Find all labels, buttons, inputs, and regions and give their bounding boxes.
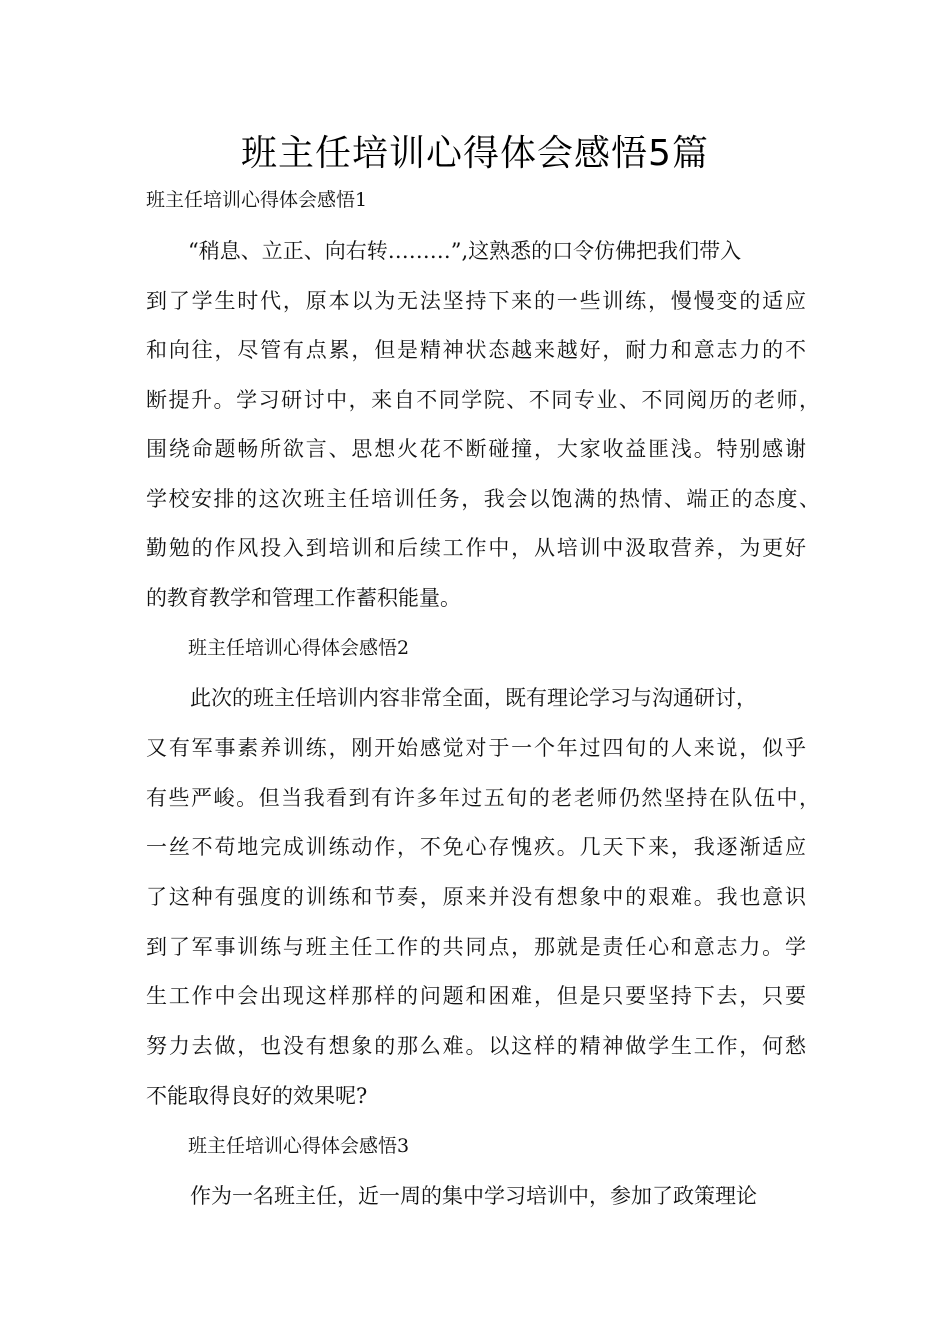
paragraph-line: 的教育教学和管理工作蓄积能量。 — [146, 586, 461, 610]
paragraph-line: 又有军事素养训练，刚开始感觉对于一个年过四旬的人来说，似乎 — [146, 736, 806, 760]
paragraph-line: 有些严峻。但当我看到有许多年过五旬的老老师仍然坚持在队伍中， — [146, 786, 820, 810]
paragraph-line: 努力去做，也没有想象的那么难。以这样的精神做学生工作，何愁 — [146, 1034, 806, 1058]
section-heading: 班主任培训心得体会感悟1 — [146, 189, 368, 211]
document-title: 班主任培训心得体会感悟5篇 — [241, 133, 709, 174]
section-heading: 班主任培训心得体会感悟2 — [188, 637, 410, 659]
paragraph-line: 围绕命题畅所欲言、思想火花不断碰撞，大家收益匪浅。特别感谢 — [146, 437, 806, 461]
paragraph-line: 一丝不苟地完成训练动作，不免心存愧疚。几天下来，我逐渐适应 — [146, 835, 806, 859]
paragraph-line: 断提升。学习研讨中，来自不同学院、不同专业、不同阅历的老师， — [146, 388, 820, 412]
paragraph-line: 生工作中会出现这样那样的问题和困难，但是只要坚持下去，只要 — [146, 984, 806, 1008]
paragraph-line: 和向往，尽管有点累，但是精神状态越来越好，耐力和意志力的不 — [146, 338, 806, 362]
paragraph-line: 到了学生时代，原本以为无法坚持下来的一些训练，慢慢变的适应 — [146, 289, 806, 313]
paragraph-line: 作为一名班主任，近一周的集中学习培训中，参加了政策理论 — [190, 1184, 757, 1208]
section-heading: 班主任培训心得体会感悟3 — [188, 1135, 410, 1157]
paragraph-line: 了这种有强度的训练和节奏，原来并没有想象中的艰难。我也意识 — [146, 885, 806, 909]
paragraph-line: 不能取得良好的效果呢? — [146, 1084, 368, 1108]
paragraph-line: 勤勉的作风投入到培训和后续工作中，从培训中汲取营养，为更好 — [146, 536, 806, 560]
paragraph-line: 到了军事训练与班主任工作的共同点，那就是责任心和意志力。学 — [146, 935, 806, 959]
paragraph-line: 此次的班主任培训内容非常全面，既有理论学习与沟通研讨， — [190, 686, 757, 710]
paragraph-line: “稍息、立正、向右转………”,这熟悉的口令仿佛把我们带入 — [188, 239, 742, 263]
paragraph-line: 学校安排的这次班主任培训任务，我会以饱满的热情、端正的态度、 — [146, 487, 820, 511]
